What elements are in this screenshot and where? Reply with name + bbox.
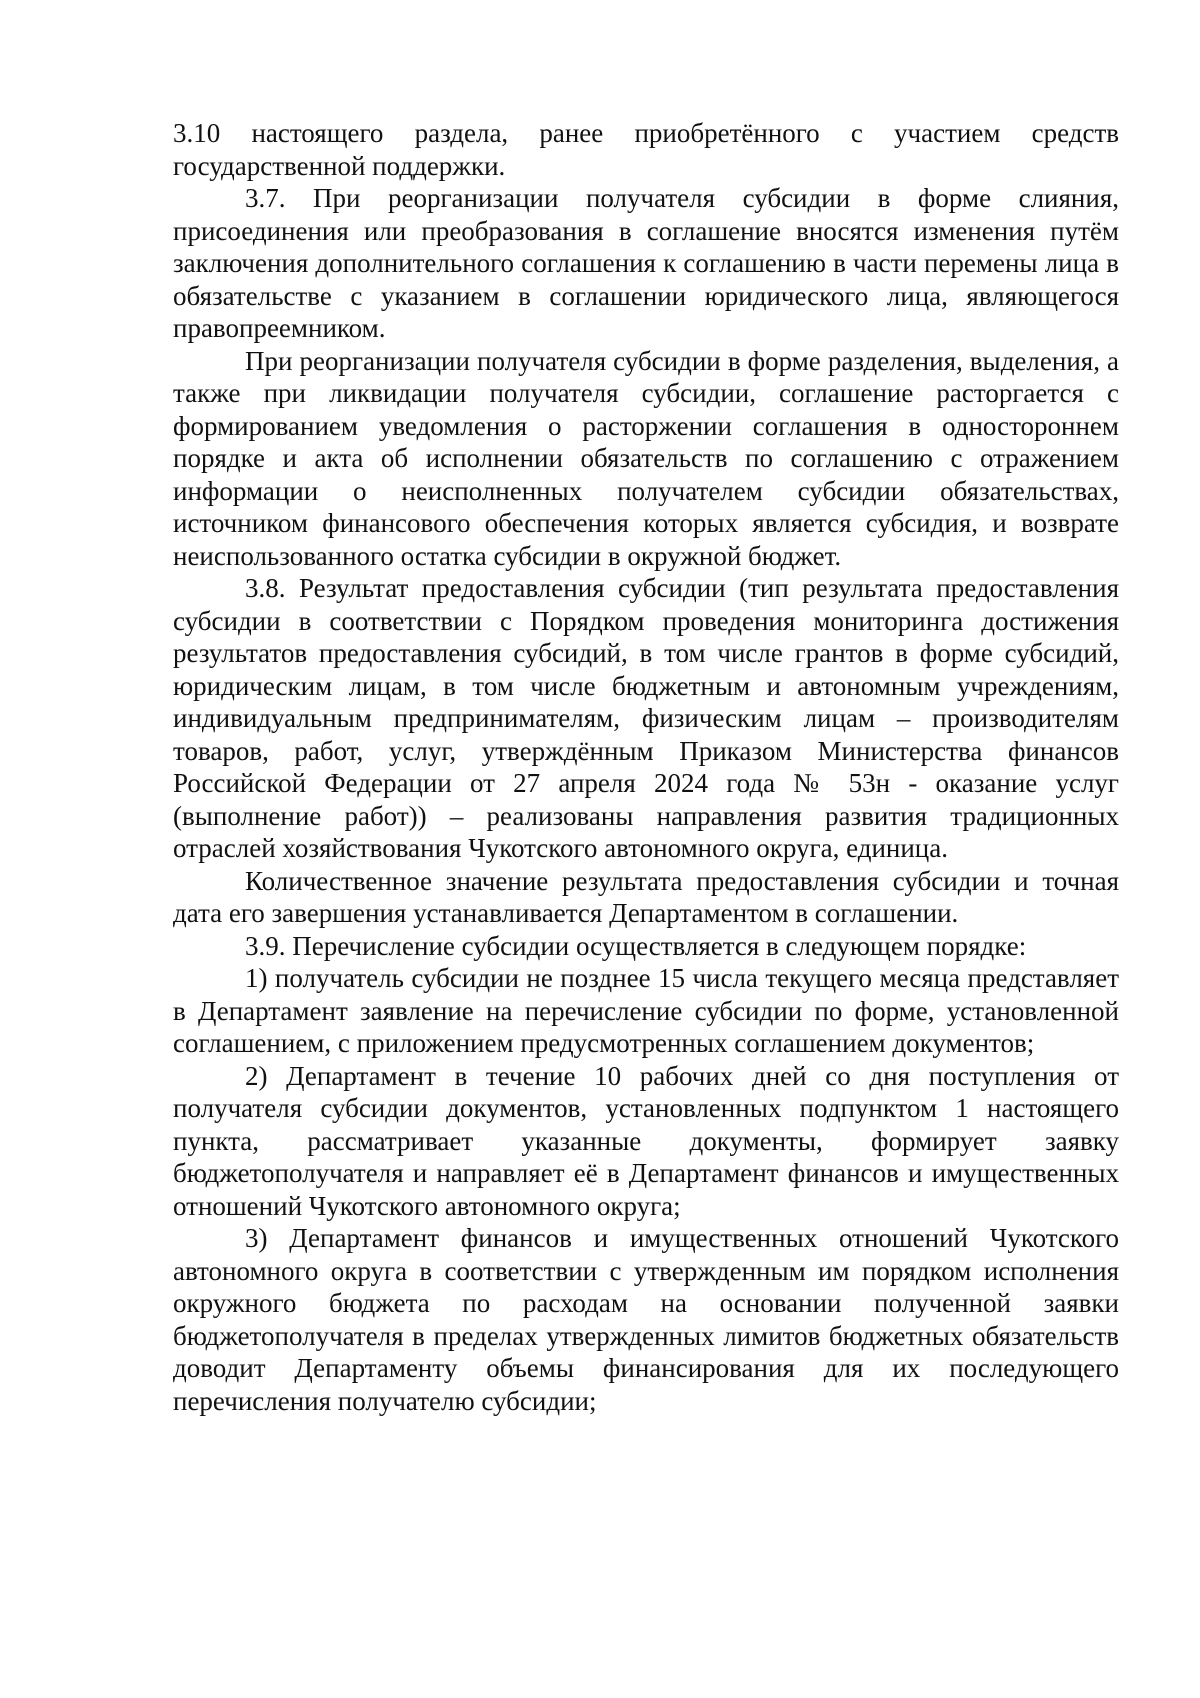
document-body bbox=[173, 117, 1119, 1417]
paragraph-3-8: 3.8. Результат предоставления субсидии (тип результата предоставления субсидии в соответствии с Порядком проведения мониторинга достижения результатов предоставления субсидий, в том числе грантов в форме субсидий, юридическим лицам, в том числе бюджетным и автономным учреждениям, индивидуальным предпринимателям, физическим лицам – производителям товаров, работ, услуг, утверждённым Приказом Министерства финансов Российской Федерации от 27 апреля 2024 года № 53н - оказание услуг (выполнение работ)) – реализованы направления развития традиционных отраслей хозяйствования Чукотского автономного округа, единица. bbox=[173, 573, 1119, 863]
paragraph-quantitative-value: Количественное значение результата предоставления субсидии и точная дата его завершения устанавливается Департаментом в соглашении. bbox=[173, 865, 1119, 928]
paragraph-3-7: 3.7. При реорганизации получателя субсидии в форме слияния, присоединения или преобразования в соглашение вносятся изменения путём заключения дополнительного соглашения к соглашению в части перемены лица в обязательстве с указанием в соглашении юридического лица, являющегося правопреемником. bbox=[173, 183, 1119, 343]
paragraph-3-9: 3.9. Перечисление субсидии осуществляется в следующем порядке: bbox=[245, 930, 1027, 961]
list-item-2: 2) Департамент в течение 10 рабочих дней со дня поступления от получателя субсидии документов, установленных подпунктом 1 настоящего пункта, рассматривает указанные документы, формирует заявку бюджетополучателя и направляет её в Департамент финансов и имущественных отношений Чукотского автономного округа; bbox=[173, 1060, 1119, 1221]
paragraph-reorganization: При реорганизации получателя субсидии в форме разделения, выделения, а также при ликвидации получателя субсидии, соглашение расторгается с формированием уведомления о расторжении соглашения в одностороннем порядке и акта об исполнении обязательств по соглашению с отражением информации о неисполненных получателем субсидии обязательствах, источником финансового обеспечения которых является субсидия, и возврате неиспользованного остатка субсидии в окружной бюджет. bbox=[173, 345, 1119, 571]
list-item-1: 1) получатель субсидии не позднее 15 числа текущего месяца представляет в Департамент заявление на перечисление субсидии по форме, установленной соглашением, с приложением предусмотренных соглашением документов; bbox=[173, 963, 1119, 1058]
list-item-3: 3) Департамент финансов и имущественных отношений Чукотского автономного округа в соответствии с утвержденным им порядком исполнения окружного бюджета по расходам на основании полученной заявки бюджетополучателя в пределах утвержденных лимитов бюджетных обязательств доводит Департаменту объемы финансирования для их последующего перечисления получателю субсидии; bbox=[173, 1223, 1119, 1416]
paragraph-3-10-continuation: 3.10 настоящего раздела, ранее приобретённого с участием средств государственной поддержки. bbox=[173, 118, 1119, 181]
